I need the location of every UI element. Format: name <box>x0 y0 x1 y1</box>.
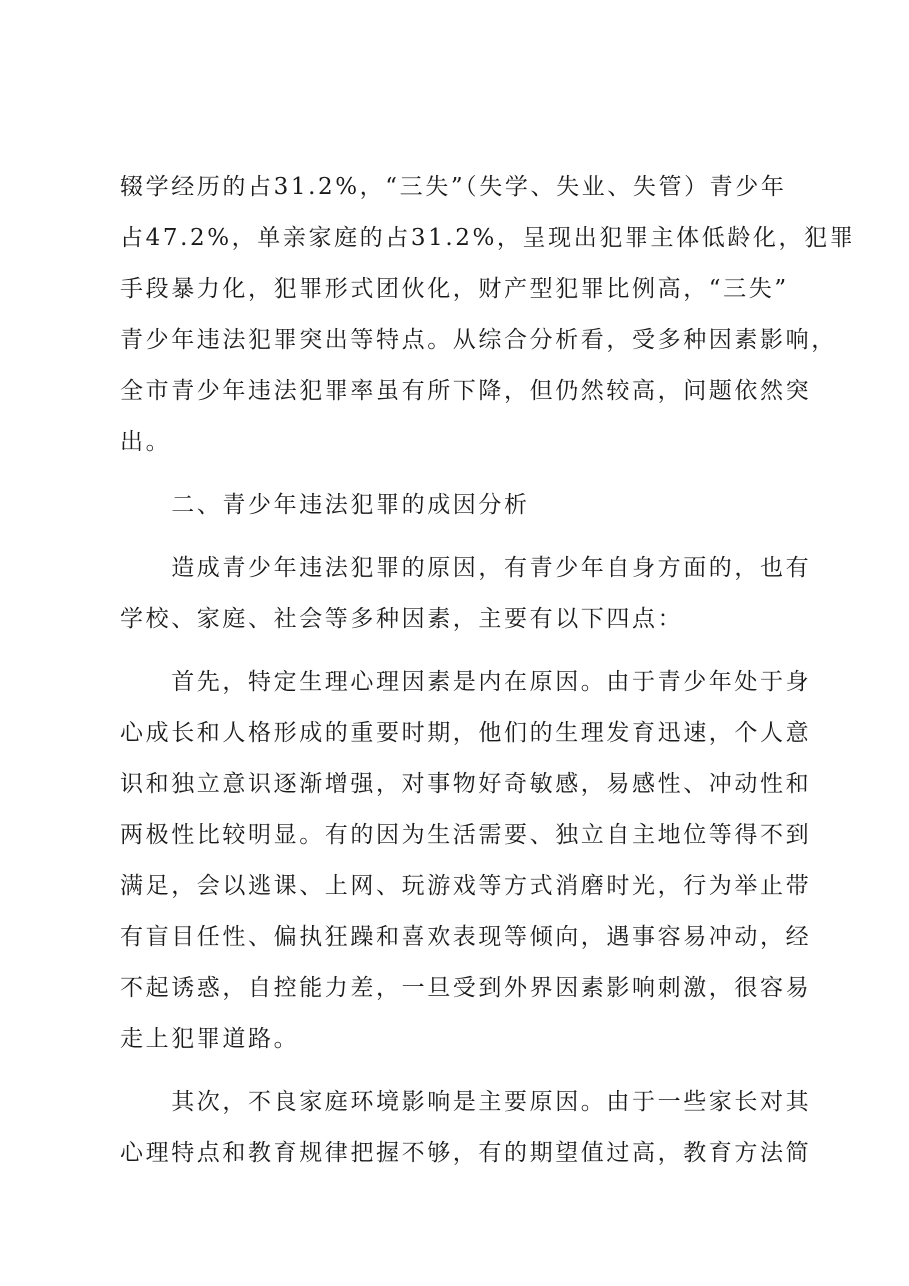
text-line: 有盲目任性、偏执狂躁和喜欢表现等倾向，遇事容易冲动，经 <box>120 924 812 950</box>
text-line: 手段暴力化，犯罪形式团伙化，财产型犯罪比例高，“三失” <box>120 276 789 302</box>
text-line: 心成长和人格形成的重要时期，他们的生理发育迅速，个人意 <box>120 720 812 746</box>
text-line: 辍学经历的占31.2%，“三失”（失学、失业、失管）青少年 <box>120 174 787 200</box>
text-line: 走上犯罪道路。 <box>120 1026 300 1052</box>
document-body <box>120 162 856 1179</box>
text-line: 学校、家庭、社会等多种因素，主要有以下四点： <box>120 606 684 632</box>
text-line: 其次，不良家庭环境影响是主要原因。由于一些家长对其 <box>120 1089 812 1115</box>
text-line: 不起诱惑，自控能力差，一旦受到外界因素影响刺激，很容易 <box>120 975 812 1001</box>
paragraph-gap <box>120 468 810 480</box>
paragraph-causes-intro <box>120 543 810 645</box>
text-line: 占47.2%，单亲家庭的占31.2%，呈现出犯罪主体低龄化，犯罪 <box>120 225 856 251</box>
text-line: 首先，特定生理心理因素是内在原因。由于青少年处于身 <box>120 669 812 695</box>
paragraph-gap <box>120 531 810 543</box>
text-line: 满足，会以逃课、上网、玩游戏等方式消磨时光，行为举止带 <box>120 873 812 899</box>
paragraph-statistics <box>120 162 856 468</box>
paragraph-first-cause <box>120 657 810 1065</box>
paragraph-gap <box>120 645 810 657</box>
paragraph-gap <box>120 1065 810 1077</box>
paragraph-second-cause <box>120 1077 810 1179</box>
text-line: 青少年违法犯罪突出等特点。从综合分析看，受多种因素影响， <box>120 327 837 353</box>
heading-text: 二、青少年违法犯罪的成因分析 <box>120 492 530 518</box>
text-line: 两极性比较明显。有的因为生活需要、独立自主地位等得不到 <box>120 822 812 848</box>
text-line: 出。 <box>120 429 172 455</box>
section-heading <box>120 480 810 531</box>
text-line: 造成青少年违法犯罪的原因，有青少年自身方面的，也有 <box>120 555 812 581</box>
text-line: 心理特点和教育规律把握不够，有的期望值过高，教育方法简 <box>120 1140 812 1166</box>
text-line: 识和独立意识逐渐增强，对事物好奇敏感，易感性、冲动性和 <box>120 771 812 797</box>
text-line: 全市青少年违法犯罪率虽有所下降，但仍然较高，问题依然突 <box>120 378 812 404</box>
